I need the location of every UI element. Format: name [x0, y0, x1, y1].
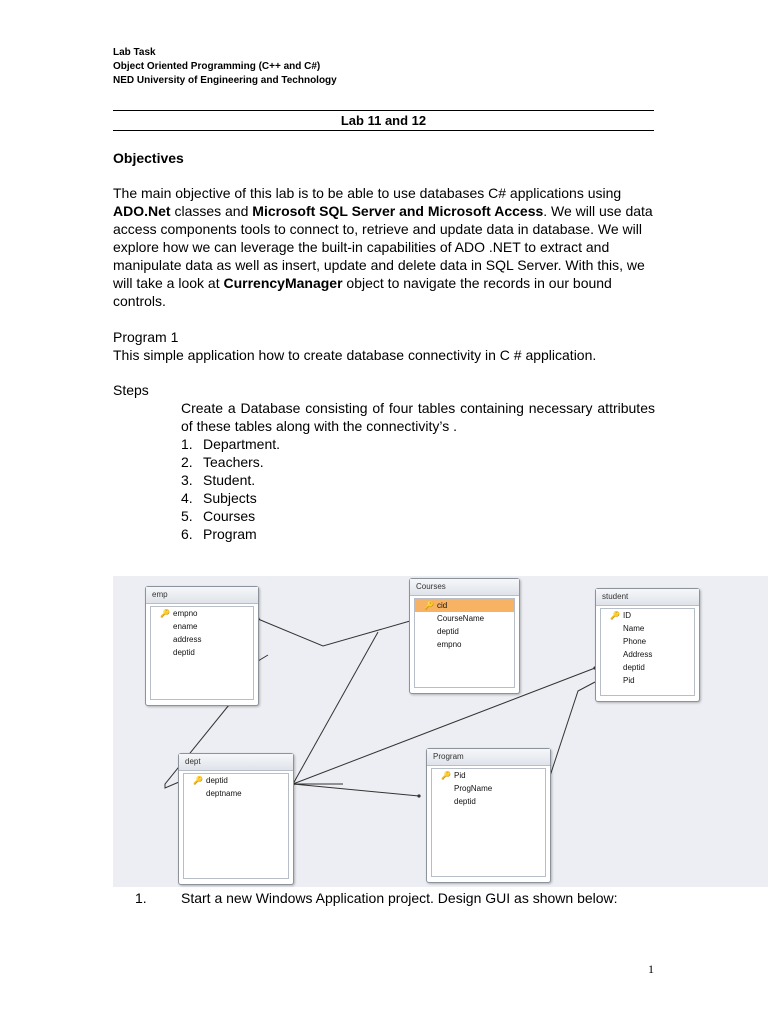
objectives-text-1: The main objective of this lab is to be able to use databases C# applications using [113, 185, 622, 201]
list-item-text: Department. [203, 436, 281, 452]
objectives-bold-2: Microsoft SQL Server and Microsoft Access [252, 203, 544, 219]
table-field [151, 620, 253, 633]
table-dept [178, 753, 294, 885]
field-name: ename [173, 622, 198, 631]
list-item-text: Courses [203, 508, 256, 524]
program-heading: Program 1 [113, 329, 179, 345]
field-name: cid [437, 601, 448, 610]
table-program-fields [431, 768, 546, 877]
steps-label: Steps [113, 382, 149, 398]
steps-intro: Create a Database consisting of four tables containing necessary attributes of these tables along with the connectivity’s . [181, 400, 655, 434]
lab-title: Lab 11 and 12 [340, 113, 427, 128]
header-line-2: Object Oriented Programming (C++ and C#) [113, 61, 321, 72]
list-item [181, 525, 280, 543]
field-name: Pid [623, 676, 635, 685]
table-emp [145, 586, 259, 706]
table-field [601, 635, 694, 648]
primary-key-icon: 🔑 [610, 611, 620, 620]
primary-key-icon: 🔑 [441, 771, 451, 780]
list-item [181, 471, 280, 489]
document-header [113, 46, 337, 88]
objectives-text-3: . We will use data access components tools to connect to, retrieve and update data in database. We will explore how we can leverage the built-in capabilities of ADO .NET to extract and manipulate data as well as insert, update and delete data in SQL Server. With this, we will take a look at [113, 203, 653, 291]
relation-courses-dept [293, 632, 378, 784]
table-student-title: student [596, 589, 699, 606]
field-name: deptid [173, 648, 195, 657]
table-dept-fields [183, 773, 289, 879]
field-name: ProgName [454, 784, 493, 793]
list-item-number: 4. [181, 490, 193, 506]
field-name: address [173, 635, 202, 644]
table-field [601, 661, 694, 674]
table-program-title: Program [427, 749, 550, 766]
table-field [415, 638, 514, 651]
table-courses-title: Courses [410, 579, 519, 596]
objectives-text-4: object to navigate the records in our bound controls. [113, 275, 612, 309]
list-item [181, 489, 280, 507]
field-name: CourseName [437, 614, 485, 623]
list-item-number: 5. [181, 508, 193, 524]
instruction-item [113, 889, 618, 907]
list-item-number: 1. [181, 436, 193, 452]
objectives-paragraph [113, 184, 658, 310]
list-item-text: Teachers. [203, 454, 264, 470]
field-name: empno [437, 640, 462, 649]
primary-key-icon: 🔑 [193, 776, 203, 785]
header-line-3: NED University of Engineering and Technology [113, 75, 337, 86]
table-field [151, 633, 253, 646]
table-field [151, 607, 253, 620]
connector-dot [417, 794, 420, 797]
table-field [432, 769, 545, 782]
program-description: This simple application how to create database connectivity in C # application. [113, 347, 597, 363]
table-courses [409, 578, 520, 694]
field-name: deptid [454, 797, 476, 806]
list-item-text: Subjects [203, 490, 257, 506]
objectives-bold-1: ADO.Net [113, 203, 171, 219]
table-field [601, 622, 694, 635]
table-student [595, 588, 700, 702]
list-item-number: 2. [181, 454, 193, 470]
list-item-text: Program [203, 526, 257, 542]
table-dept-title: dept [179, 754, 293, 771]
table-program [426, 748, 551, 883]
relation-program-student [550, 682, 595, 777]
database-diagram [113, 576, 768, 887]
field-name: empno [173, 609, 198, 618]
table-emp-fields [150, 606, 254, 700]
list-item-number: 6. [181, 526, 193, 542]
instruction-text: Start a new Windows Application project. Design GUI as shown below: [181, 890, 618, 906]
field-name: Name [623, 624, 645, 633]
list-item-number: 3. [181, 472, 193, 488]
table-field [415, 612, 514, 625]
table-emp-title: emp [146, 587, 258, 604]
field-name: deptid [437, 627, 459, 636]
page-number: 1 [648, 962, 654, 976]
field-name: Pid [454, 771, 466, 780]
steps-list [181, 435, 280, 543]
objectives-heading: Objectives [113, 150, 184, 166]
field-name: deptname [206, 789, 242, 798]
list-item [181, 507, 280, 525]
objectives-text-2: classes and [170, 203, 253, 219]
field-name: Address [623, 650, 653, 659]
table-field [432, 795, 545, 808]
field-name: Phone [623, 637, 647, 646]
table-field [432, 782, 545, 795]
field-name: deptid [623, 663, 645, 672]
table-field [151, 646, 253, 659]
table-student-fields [600, 608, 695, 696]
bottom-rule [113, 130, 654, 131]
relation-dept-program [293, 784, 419, 796]
table-field [184, 787, 288, 800]
list-item [181, 453, 280, 471]
list-item-text: Student. [203, 472, 256, 488]
top-rule [113, 110, 654, 111]
table-field [415, 599, 514, 612]
table-field [184, 774, 288, 787]
field-name: deptid [206, 776, 228, 785]
relation-emp-courses [258, 619, 410, 646]
primary-key-icon: 🔑 [424, 601, 434, 610]
list-item [181, 435, 280, 453]
table-field [415, 625, 514, 638]
primary-key-icon: 🔑 [160, 609, 170, 618]
header-line-1: Lab Task [113, 47, 156, 58]
field-name: ID [623, 611, 631, 620]
instruction-number: 1. [135, 890, 147, 906]
table-field [601, 674, 694, 687]
table-courses-fields [414, 598, 515, 688]
table-field [601, 609, 694, 622]
table-field [601, 648, 694, 661]
objectives-bold-3: CurrencyManager [223, 275, 343, 291]
